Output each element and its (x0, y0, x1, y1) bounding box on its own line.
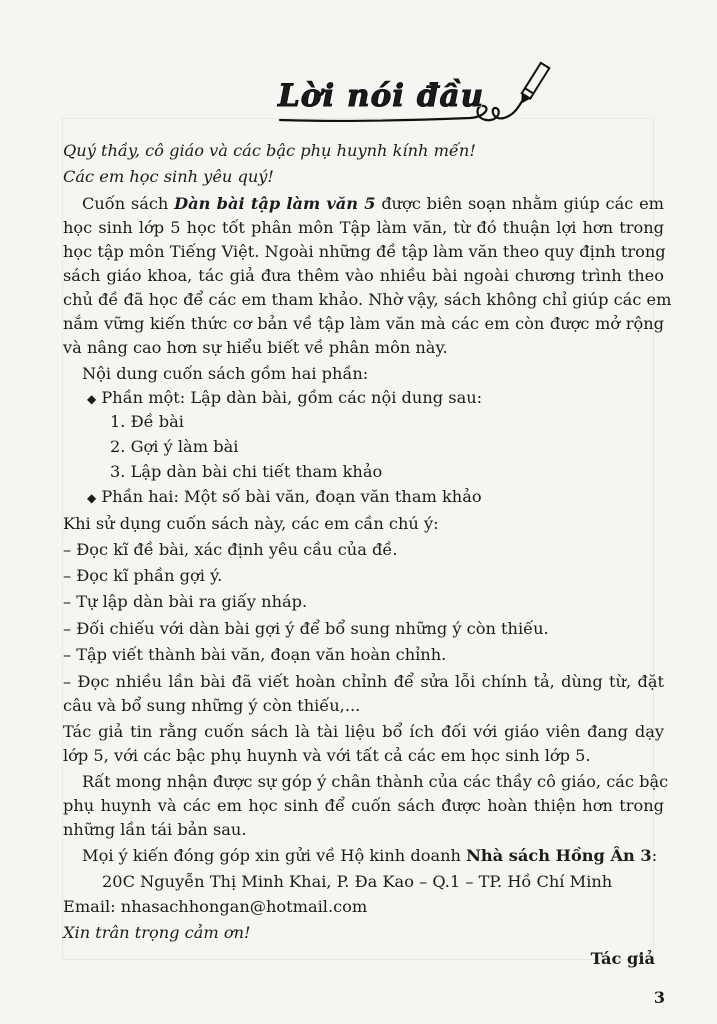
hope-line: những lần tái bản sau. (63, 820, 247, 839)
note-item-continued: câu và bổ sung những ý còn thiếu,... (63, 696, 361, 715)
intro-text: được biên soạn nhằm giúp các em (375, 194, 664, 213)
part-two-text: Phần hai: Một số bài văn, đoạn văn tham khảo (101, 487, 482, 506)
note-item: – Đọc nhiều lần bài đã viết hoàn chỉnh để sửa lỗi chính tả, dùng từ, đặt (63, 672, 664, 691)
contact-line (82, 846, 692, 866)
note-item: – Tập viết thành bài văn, đoạn văn hoàn chỉnh. (63, 645, 447, 664)
diamond-bullet-icon: ◆ (87, 392, 97, 406)
contact-text: Mọi ý kiến đóng góp xin gửi về Hộ kinh doanh (82, 846, 467, 865)
part-one-item: 1. Đề bài (110, 412, 184, 431)
title-block (270, 58, 560, 138)
note-item: – Đọc kĩ phần gợi ý. (63, 566, 223, 585)
note-item: – Tự lập dàn bài ra giấy nháp. (63, 592, 308, 611)
signature: Tác giả (590, 949, 655, 968)
greeting-students: Các em học sinh yêu quý! (63, 167, 274, 186)
intro-paragraph-line: chủ đề đã học để các em tham khảo. Nhờ vậy, sách không chỉ giúp các em (63, 290, 672, 309)
hope-line: phụ huynh và các em học sinh để cuốn sách được hoàn thiện hơn trong (63, 796, 664, 815)
contents-intro: Nội dung cuốn sách gồm hai phần: (82, 364, 369, 383)
belief-line: lớp 5, với các bậc phụ huynh và với tất cả các em học sinh lớp 5. (63, 746, 591, 765)
intro-paragraph-line: học sinh lớp 5 học tốt phân môn Tập làm văn, từ đó thuận lợi hơn trong (63, 218, 664, 237)
part-one-item: 3. Lập dàn bài chi tiết tham khảo (110, 462, 383, 481)
address: 20C Nguyễn Thị Minh Khai, P. Đa Kao – Q.1 – TP. Hồ Chí Minh (102, 872, 613, 891)
note-item: – Đối chiếu với dàn bài gợi ý để bổ sung những ý còn thiếu. (63, 619, 549, 638)
part-one (87, 388, 697, 409)
greeting-teachers: Quý thầy, cô giáo và các bậc phụ huynh kính mến! (63, 141, 476, 160)
intro-paragraph-line: sách giáo khoa, tác giả đưa thêm vào nhiều bài ngoài chương trình theo (63, 266, 664, 285)
publisher-name: Nhà sách Hồng Ân 3 (466, 846, 652, 865)
intro-paragraph-line (82, 194, 664, 214)
part-two (87, 487, 697, 508)
thanks: Xin trân trọng cảm ơn! (63, 923, 251, 942)
note-item: – Đọc kĩ đề bài, xác định yêu cầu của đề. (63, 540, 398, 559)
email: Email: nhasachhongan@hotmail.com (63, 897, 368, 916)
intro-paragraph-line: và nâng cao hơn sự hiểu biết về phân môn này. (63, 338, 448, 357)
page-title: Lời nói đầu (278, 78, 485, 114)
belief-line: Tác giả tin rằng cuốn sách là tài liệu bổ ích đối với giáo viên đang dạy (63, 722, 664, 741)
intro-paragraph-line: nắm vững kiến thức cơ bản về tập làm văn mà các em còn được mở rộng (63, 314, 664, 333)
part-one-text: Phần một: Lập dàn bài, gồm các nội dung sau: (101, 388, 483, 407)
contact-colon: : (651, 846, 658, 865)
notes-intro: Khi sử dụng cuốn sách này, các em cần chú ý: (63, 514, 439, 533)
hope-line: Rất mong nhận được sự góp ý chân thành của các thầy cô giáo, các bậc (82, 772, 669, 791)
diamond-bullet-icon: ◆ (87, 491, 97, 505)
intro-paragraph-line: học tập môn Tiếng Việt. Ngoài những đề tập làm văn theo quy định trong (63, 242, 666, 261)
page-number: 3 (653, 988, 665, 1007)
part-one-item: 2. Gợi ý làm bài (110, 437, 239, 456)
book-title: Dàn bài tập làm văn 5 (174, 194, 376, 213)
intro-text: Cuốn sách (82, 194, 175, 213)
